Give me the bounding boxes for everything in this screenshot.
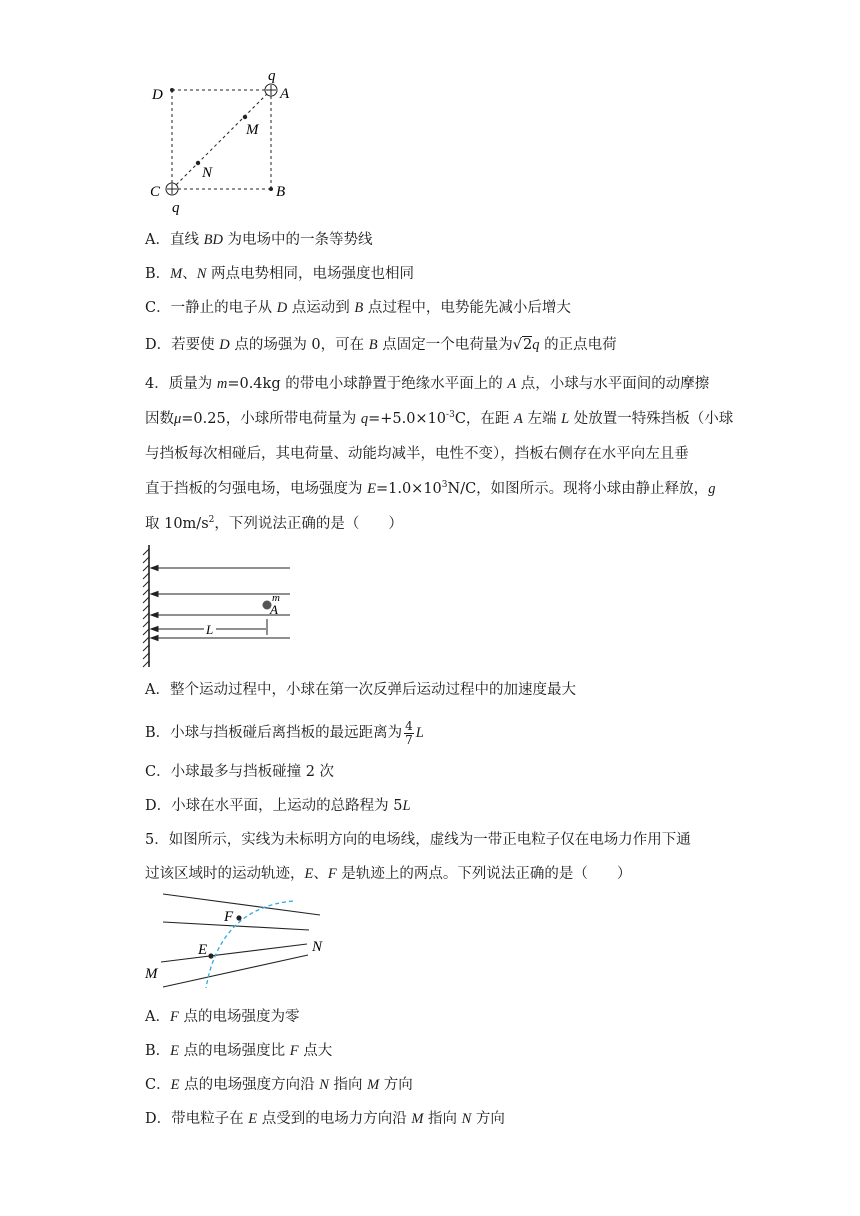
q4-stem-line-1: 4．质量为 m=0.4kg 的带电小球静置于绝缘水平面上的 A 点，小球与水平面间的动摩擦 bbox=[145, 376, 710, 392]
label-point-a: A bbox=[270, 602, 278, 617]
field-line-trajectory-diagram bbox=[140, 888, 340, 990]
q4-stem-line-2: 因数μ=0.25，小球所带电荷量为 $q=+5.0\times 10^{-3}C$，在距 A 左端 L 处放置一特殊挡板（小球 bbox=[145, 410, 734, 427]
label-e: E bbox=[198, 942, 208, 958]
q3-option-d: D．若要使 D 点的场强为 0，可在 B 点固定一个电荷量为√2q 的正点电荷 bbox=[145, 337, 617, 353]
q5-stem-line-2: 过该区域时的运动轨迹，E、F 是轨迹上的两点。下列说法正确的是（ ） bbox=[145, 866, 632, 882]
charge-a-icon bbox=[265, 84, 277, 96]
label-q-bottom: q bbox=[172, 200, 180, 216]
label-b: B bbox=[276, 184, 286, 200]
q5-option-d: D．带电粒子在 E 点受到的电场力方向沿 M 指向 N 方向 bbox=[145, 1111, 505, 1127]
q3-option-a: A．直线 BD 为电场中的一条等势线 bbox=[145, 232, 373, 248]
square-charge-diagram bbox=[140, 60, 310, 220]
label-f: F bbox=[224, 909, 234, 925]
fraction-4-7: $\frac{4}{7}$ bbox=[405, 718, 413, 747]
q4-option-c: C．小球最多与挡板碰撞 2 次 bbox=[145, 764, 335, 780]
label-n: N bbox=[312, 939, 323, 955]
label-d: D bbox=[152, 87, 163, 103]
label-m: M bbox=[145, 966, 158, 982]
label-m: M bbox=[246, 122, 259, 138]
label-n: N bbox=[202, 165, 213, 181]
label-q-top: q bbox=[268, 68, 276, 84]
label-c: C bbox=[150, 184, 161, 200]
q5-option-a: A．F 点的电场强度为零 bbox=[145, 1009, 300, 1025]
q5-option-c: C．E 点的电场强度方向沿 N 指向 M 方向 bbox=[145, 1077, 413, 1093]
q4-stem-line-4: 直于挡板的匀强电场，电场强度为 $E=1.0\times 10^3N/C$，如图所示。现将小球由静止释放，g bbox=[145, 480, 716, 497]
charge-c-icon bbox=[166, 183, 178, 195]
q5-stem-line-1: 5．如图所示，实线为未标明方向的电场线，虚线为一带正电粒子仅在电场力作用下通 bbox=[145, 832, 691, 848]
q4-option-b: B．小球与挡板碰后离挡板的最远距离为 $\frac{4}{7}$ L bbox=[145, 718, 424, 747]
q3-option-c: C．一静止的电子从 D 点运动到 B 点过程中，电势能先减小后增大 bbox=[145, 300, 571, 316]
q4-stem-line-3: 与挡板每次相碰后，其电荷量、动能均减半，电性不变），挡板右侧存在水平向左且垂 bbox=[145, 446, 689, 462]
label-ball-m: m bbox=[272, 592, 280, 604]
q4-stem-line-5: 取 $10m/s^2$，下列说法正确的是（ ） bbox=[145, 515, 403, 532]
q5-option-b: B．E 点的电场强度比 F 点大 bbox=[145, 1043, 333, 1059]
q4-option-d: D．小球在水平面，上运动的总路程为 5L bbox=[145, 798, 411, 814]
q4-option-a: A．整个运动过程中，小球在第一次反弹后运动过程中的加速度最大 bbox=[145, 682, 576, 698]
barrier-field-diagram bbox=[140, 543, 300, 671]
q3-option-b: B．M、N 两点电势相同，电场强度也相同 bbox=[145, 266, 415, 282]
label-distance-l: L bbox=[206, 622, 214, 637]
label-a: A bbox=[280, 86, 290, 102]
